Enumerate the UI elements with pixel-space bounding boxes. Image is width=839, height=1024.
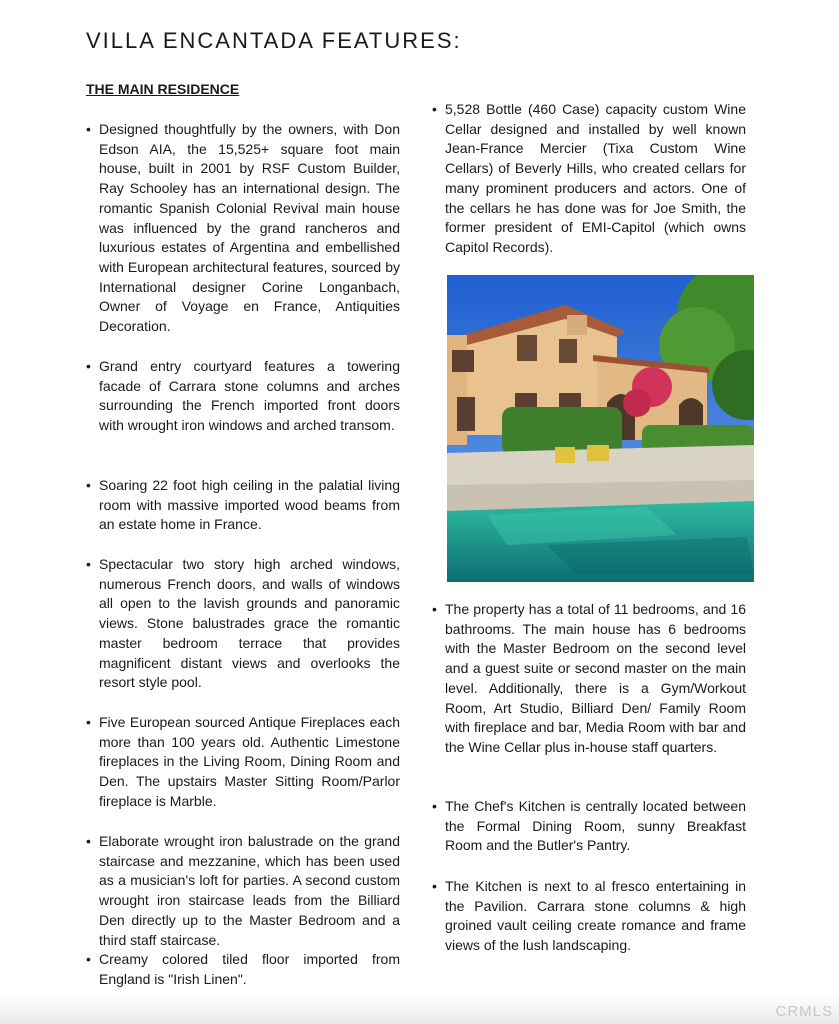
page-bottom-shade <box>0 996 839 1024</box>
crmls-watermark: CRMLS <box>775 1003 833 1020</box>
villa-pool-illustration <box>447 275 754 582</box>
feature-bullet: • Five European sourced Antique Fireplaces each more than 100 years old. Authentic Limestone fireplaces in the Living Room, Dining Room and Den. The upstairs Master Sitting Room/Parlor fireplace is Marble. <box>86 713 400 812</box>
feature-bullet: • Grand entry courtyard features a towering facade of Carrara stone columns and arches surrounding the French imported front doors with wrought iron windows and arched transom. <box>86 357 400 436</box>
feature-bullet: • Spectacular two story high arched windows, numerous French doors, and walls of windows all open to the lavish grounds and panoramic views. Stone balustrades grace the romantic master bedroom terrace that provides magnificent distant views and overlooks the resort style pool. <box>86 555 400 693</box>
feature-bullet: • Designed thoughtfully by the owners, with Don Edson AIA, the 15,525+ square foot main house, built in 2001 by RSF Custom Builder, Ray Schooley has an international design. The romantic Spanish Colonial Revival main house was influenced by the grand rancheros and luxurious estates of Argentina and embellished with European architectural features, sourced by International designer Corine Longanbach, Owner of Voyage en France, Antiquities Decoration. <box>86 120 400 337</box>
section-heading: THE MAIN RESIDENCE <box>86 81 240 97</box>
feature-bullet: • The Chef's Kitchen is centrally located between the Formal Dining Room, sunny Breakfast Room and the Butler's Pantry. <box>432 797 746 856</box>
page-title: VILLA ENCANTADA FEATURES: <box>86 28 462 53</box>
feature-bullet: • The Kitchen is next to al fresco entertaining in the Pavilion. Carrara stone columns & high groined vault ceiling create romance and frame views of the lush landscaping. <box>432 877 746 956</box>
left-feature-list <box>86 0 400 1024</box>
villa-pool-photo <box>447 275 754 582</box>
feature-bullet: • Creamy colored tiled floor imported from England is "Irish Linen". <box>86 950 400 989</box>
feature-bullet: • Elaborate wrought iron balustrade on the grand staircase and mezzanine, which has been used as a musician's loft for parties. A second custom wrought iron staircase leads from the Billiard Den directly up to the Master Bedroom and a third staff staircase. <box>86 832 400 950</box>
feature-bullet: • Soaring 22 foot high ceiling in the palatial living room with massive imported wood beams from an estate home in France. <box>86 476 400 535</box>
feature-bullet: • 5,528 Bottle (460 Case) capacity custom Wine Cellar designed and installed by well known Jean-France Mercier (Tixa Custom Wine Cellars) of Beverly Hills, who created cellars for many prominent producers and actors. One of the cellars he has done was for Joe Smith, the former president of EMI-Capitol (which owns Capitol Records). <box>432 100 746 258</box>
feature-bullet: • The property has a total of 11 bedrooms, and 16 bathrooms. The main house has 6 bedrooms with the Master Bedroom on the second level and a guest suite or second master on the main level. Additionally, there is a Gym/Workout Room, Art Studio, Billiard Den/ Family Room with fireplace and bar, Media Room with bar and the Wine Cellar plus in-house staff quarters. <box>432 600 746 758</box>
